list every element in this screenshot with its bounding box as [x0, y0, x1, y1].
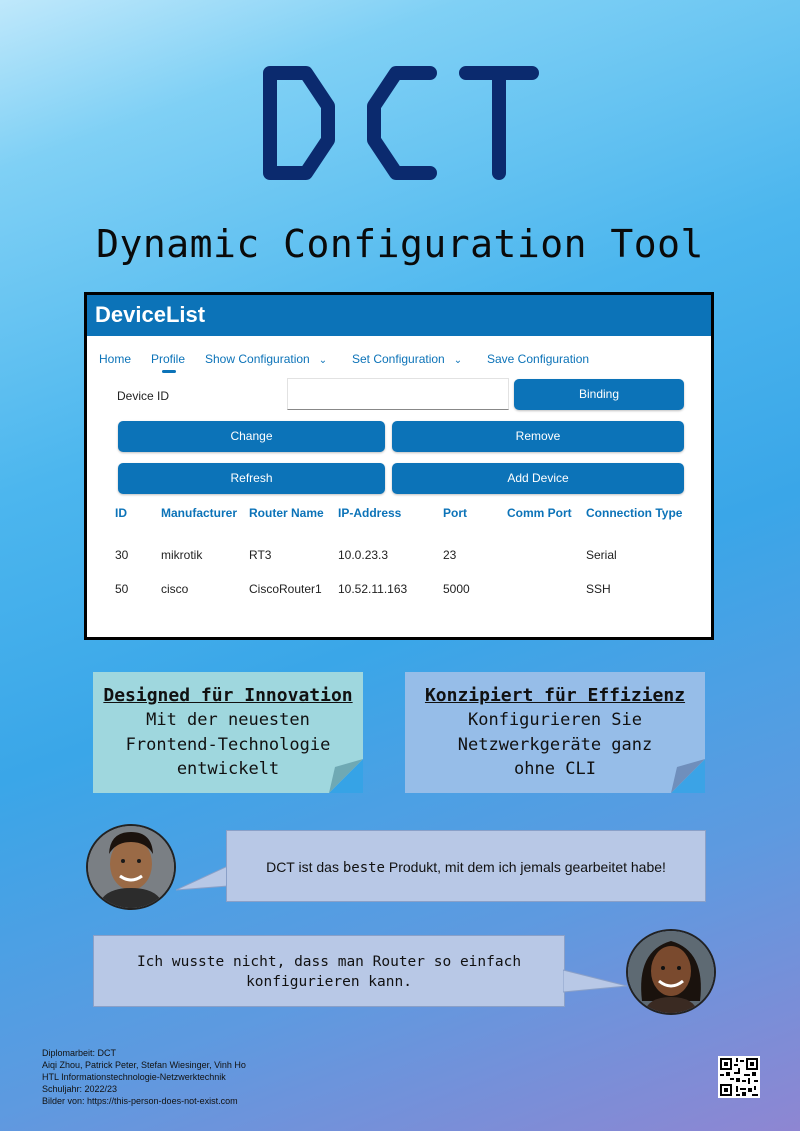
- speech-tail-icon: [176, 866, 228, 894]
- column-header-port[interactable]: Port: [443, 506, 467, 520]
- qr-code-icon[interactable]: [718, 1056, 760, 1098]
- table-cell: 23: [443, 548, 457, 562]
- nav-save-configuration[interactable]: Save Configuration: [487, 352, 590, 366]
- panel-title: DeviceList: [87, 295, 711, 336]
- feature-title: Konzipiert für Effizienz: [424, 685, 686, 706]
- testimonial-text: DCT ist das: [266, 859, 343, 875]
- table-cell: mikrotik: [161, 548, 203, 562]
- table-cell: SSH: [586, 582, 611, 596]
- nav-set-configuration[interactable]: [352, 352, 462, 366]
- table-cell: CiscoRouter1: [249, 582, 322, 596]
- avatar-woman: [626, 929, 716, 1015]
- table-cell: 30: [115, 548, 129, 562]
- footer-line: Schuljahr: 2022/23: [42, 1084, 118, 1094]
- table-cell: 5000: [443, 582, 470, 596]
- add-device-button[interactable]: Add Device: [392, 463, 684, 494]
- column-header-ip-address[interactable]: IP-Address: [338, 506, 402, 520]
- device-id-input[interactable]: [287, 378, 509, 410]
- feature-line: ohne CLI: [514, 759, 596, 779]
- page-subtitle: Dynamic Configuration Tool: [96, 222, 704, 266]
- testimonial-bubble-1: [226, 830, 706, 902]
- footer-line: HTL Informationstechnologie-Netzwerktechnik: [42, 1072, 226, 1082]
- page-fold-icon: [329, 759, 363, 793]
- refresh-button[interactable]: Refresh: [118, 463, 385, 494]
- nav-home[interactable]: Home: [99, 352, 132, 366]
- column-header-manufacturer[interactable]: Manufacturer: [161, 506, 238, 520]
- table-cell: Serial: [586, 548, 617, 562]
- remove-button[interactable]: Remove: [392, 421, 684, 452]
- feature-line: entwickelt: [176, 759, 280, 779]
- feature-line: Konfigurieren Sie: [468, 710, 642, 730]
- nav-set-configuration-label: Set Configuration: [352, 352, 445, 366]
- nav-show-configuration[interactable]: [205, 352, 327, 366]
- testimonial-bubble-2: [93, 935, 565, 1007]
- chevron-down-icon: ⌄: [318, 355, 328, 366]
- binding-button[interactable]: Binding: [514, 379, 684, 410]
- feature-title: Designed für Innovation: [103, 685, 353, 706]
- nav-profile-active-indicator: [162, 370, 176, 373]
- column-header-router-name[interactable]: Router Name: [249, 506, 324, 520]
- testimonial-line: konfigurieren kann.: [246, 974, 412, 990]
- feature-box-innovation: [93, 672, 363, 793]
- speech-tail-icon: [563, 966, 627, 996]
- nav-show-configuration-label: Show Configuration: [205, 352, 310, 366]
- table-cell: 50: [115, 582, 129, 596]
- device-id-label: Device ID: [117, 389, 170, 403]
- footer-line: Bilder von: https://this-person-does-not-exist.com: [42, 1096, 238, 1106]
- device-list-panel: [84, 292, 714, 640]
- footer-credits: [42, 1047, 246, 1107]
- footer-line: Aiqi Zhou, Patrick Peter, Stefan Wiesinger, Vinh Ho: [42, 1060, 246, 1070]
- testimonial-emphasis: beste: [342, 860, 385, 876]
- feature-line: Mit der neuesten: [146, 710, 310, 730]
- nav-profile[interactable]: Profile: [151, 352, 186, 366]
- chevron-down-icon: ⌄: [453, 355, 463, 366]
- testimonial-text: Produkt, mit dem ich jemals gearbeitet habe!: [385, 859, 666, 875]
- column-header-id[interactable]: ID: [115, 506, 127, 520]
- column-header-comm-port[interactable]: Comm Port: [507, 506, 572, 520]
- footer-line: Diplomarbeit: DCT: [42, 1048, 117, 1058]
- avatar-man: [86, 824, 176, 910]
- page-fold-icon: [671, 759, 705, 793]
- feature-box-efficiency: [405, 672, 705, 793]
- dct-logo: [262, 66, 542, 180]
- testimonial-line: Ich wusste nicht, dass man Router so einfach: [136, 954, 522, 970]
- table-cell: 10.52.11.163: [338, 582, 408, 596]
- table-cell: cisco: [161, 582, 189, 596]
- feature-line: Frontend-Technologie: [125, 734, 331, 755]
- column-header-connection-type[interactable]: Connection Type: [586, 506, 683, 520]
- table-cell: 10.0.23.3: [338, 548, 389, 562]
- change-button[interactable]: Change: [118, 421, 385, 452]
- feature-line: Netzwerkgeräte ganz: [457, 734, 653, 755]
- table-cell: RT3: [249, 548, 272, 562]
